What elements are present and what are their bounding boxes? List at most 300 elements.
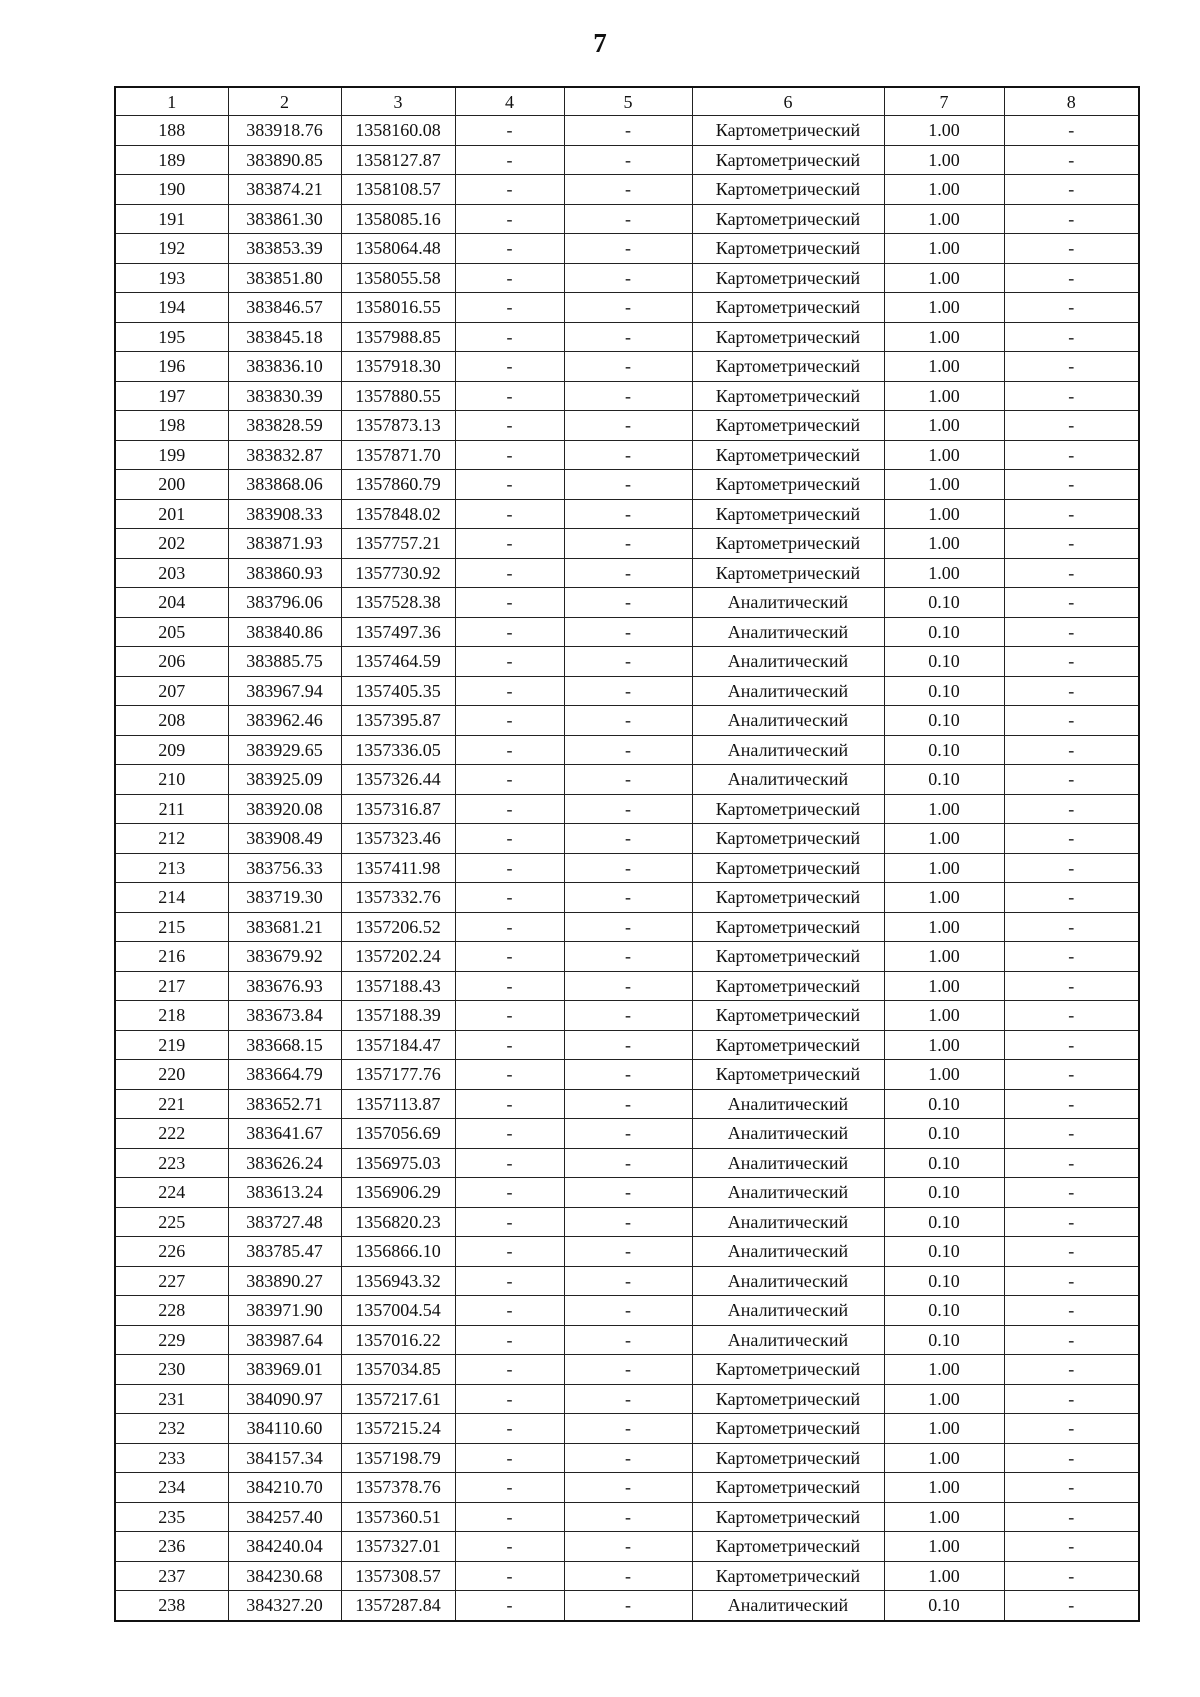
table-row: [115, 617, 1139, 647]
col5-cell: -: [564, 676, 692, 706]
col4-cell: -: [455, 1414, 564, 1444]
method-cell: Картометрический: [692, 204, 884, 234]
col8-cell: -: [1004, 883, 1139, 913]
method-cell: Картометрический: [692, 1001, 884, 1031]
method-cell: Аналитический: [692, 617, 884, 647]
x-coordinate-cell: 383836.10: [228, 352, 341, 382]
method-cell: Картометрический: [692, 1060, 884, 1090]
col4-cell: -: [455, 588, 564, 618]
accuracy-cell: 1.00: [884, 853, 1004, 883]
accuracy-cell: 0.10: [884, 1266, 1004, 1296]
col5-cell: -: [564, 529, 692, 559]
point-number-cell: 218: [115, 1001, 228, 1031]
col5-cell: -: [564, 912, 692, 942]
accuracy-cell: 1.00: [884, 145, 1004, 175]
method-cell: Картометрический: [692, 1355, 884, 1385]
accuracy-cell: 0.10: [884, 765, 1004, 795]
y-coordinate-cell: 1357378.76: [341, 1473, 455, 1503]
accuracy-cell: 1.00: [884, 440, 1004, 470]
col8-cell: -: [1004, 794, 1139, 824]
col8-cell: -: [1004, 647, 1139, 677]
method-cell: Картометрический: [692, 263, 884, 293]
method-cell: Аналитический: [692, 1178, 884, 1208]
accuracy-cell: 1.00: [884, 263, 1004, 293]
x-coordinate-cell: 383851.80: [228, 263, 341, 293]
x-coordinate-cell: 383673.84: [228, 1001, 341, 1031]
col5-cell: -: [564, 1119, 692, 1149]
point-number-cell: 229: [115, 1325, 228, 1355]
point-number-cell: 199: [115, 440, 228, 470]
col8-cell: -: [1004, 1355, 1139, 1385]
col4-cell: -: [455, 912, 564, 942]
col4-cell: -: [455, 765, 564, 795]
method-cell: Картометрический: [692, 824, 884, 854]
col8-cell: -: [1004, 765, 1139, 795]
x-coordinate-cell: 383868.06: [228, 470, 341, 500]
y-coordinate-cell: 1357034.85: [341, 1355, 455, 1385]
point-number-cell: 208: [115, 706, 228, 736]
col4-cell: -: [455, 1030, 564, 1060]
point-number-cell: 211: [115, 794, 228, 824]
col8-cell: -: [1004, 1384, 1139, 1414]
point-number-cell: 217: [115, 971, 228, 1001]
accuracy-cell: 1.00: [884, 1473, 1004, 1503]
table-row: [115, 1414, 1139, 1444]
col5-cell: -: [564, 1355, 692, 1385]
method-cell: Картометрический: [692, 1384, 884, 1414]
method-cell: Картометрический: [692, 1502, 884, 1532]
table-row: [115, 942, 1139, 972]
col8-cell: -: [1004, 1148, 1139, 1178]
point-number-cell: 196: [115, 352, 228, 382]
col4-cell: -: [455, 1325, 564, 1355]
method-cell: Картометрический: [692, 942, 884, 972]
table-row: [115, 499, 1139, 529]
col8-cell: -: [1004, 1443, 1139, 1473]
x-coordinate-cell: 383890.85: [228, 145, 341, 175]
y-coordinate-cell: 1357323.46: [341, 824, 455, 854]
col8-cell: -: [1004, 853, 1139, 883]
col5-cell: -: [564, 1473, 692, 1503]
x-coordinate-cell: 384090.97: [228, 1384, 341, 1414]
x-coordinate-cell: 383613.24: [228, 1178, 341, 1208]
accuracy-cell: 1.00: [884, 1532, 1004, 1562]
x-coordinate-cell: 383846.57: [228, 293, 341, 323]
point-number-cell: 234: [115, 1473, 228, 1503]
method-cell: Аналитический: [692, 1089, 884, 1119]
col8-cell: -: [1004, 912, 1139, 942]
x-coordinate-cell: 383641.67: [228, 1119, 341, 1149]
col8-cell: -: [1004, 706, 1139, 736]
col5-cell: -: [564, 1237, 692, 1267]
table-row: [115, 1355, 1139, 1385]
x-coordinate-cell: 383861.30: [228, 204, 341, 234]
x-coordinate-cell: 383853.39: [228, 234, 341, 264]
col8-cell: -: [1004, 529, 1139, 559]
col4-cell: -: [455, 1089, 564, 1119]
table-row: [115, 1443, 1139, 1473]
col4-cell: -: [455, 1561, 564, 1591]
col4-cell: -: [455, 440, 564, 470]
table-row: [115, 1178, 1139, 1208]
y-coordinate-cell: 1357188.39: [341, 1001, 455, 1031]
y-coordinate-cell: 1356820.23: [341, 1207, 455, 1237]
col5-cell: -: [564, 588, 692, 618]
col5-cell: -: [564, 1089, 692, 1119]
col5-cell: -: [564, 1443, 692, 1473]
x-coordinate-cell: 383626.24: [228, 1148, 341, 1178]
col4-cell: -: [455, 322, 564, 352]
point-number-cell: 195: [115, 322, 228, 352]
col5-cell: -: [564, 942, 692, 972]
col4-cell: -: [455, 1532, 564, 1562]
x-coordinate-cell: 383676.93: [228, 971, 341, 1001]
accuracy-cell: 0.10: [884, 1296, 1004, 1326]
col4-cell: -: [455, 234, 564, 264]
x-coordinate-cell: 384327.20: [228, 1591, 341, 1621]
table-row: [115, 883, 1139, 913]
accuracy-cell: 0.10: [884, 647, 1004, 677]
col8-cell: -: [1004, 1266, 1139, 1296]
col5-cell: -: [564, 1414, 692, 1444]
point-number-cell: 221: [115, 1089, 228, 1119]
accuracy-cell: 0.10: [884, 1591, 1004, 1621]
x-coordinate-cell: 383830.39: [228, 381, 341, 411]
table-row: [115, 706, 1139, 736]
x-coordinate-cell: 383925.09: [228, 765, 341, 795]
accuracy-cell: 1.00: [884, 1561, 1004, 1591]
y-coordinate-cell: 1357497.36: [341, 617, 455, 647]
accuracy-cell: 1.00: [884, 824, 1004, 854]
x-coordinate-cell: 384210.70: [228, 1473, 341, 1503]
col8-cell: -: [1004, 470, 1139, 500]
col8-cell: -: [1004, 175, 1139, 205]
col5-cell: -: [564, 322, 692, 352]
method-cell: Аналитический: [692, 676, 884, 706]
method-cell: Картометрический: [692, 971, 884, 1001]
col4-cell: -: [455, 204, 564, 234]
method-cell: Картометрический: [692, 1030, 884, 1060]
x-coordinate-cell: 383908.33: [228, 499, 341, 529]
accuracy-cell: 1.00: [884, 293, 1004, 323]
point-number-cell: 200: [115, 470, 228, 500]
method-cell: Картометрический: [692, 234, 884, 264]
y-coordinate-cell: 1356943.32: [341, 1266, 455, 1296]
col4-cell: -: [455, 411, 564, 441]
accuracy-cell: 1.00: [884, 1414, 1004, 1444]
col8-cell: -: [1004, 352, 1139, 382]
y-coordinate-cell: 1357004.54: [341, 1296, 455, 1326]
x-coordinate-cell: 383668.15: [228, 1030, 341, 1060]
col8-cell: -: [1004, 824, 1139, 854]
y-coordinate-cell: 1357860.79: [341, 470, 455, 500]
y-coordinate-cell: 1357848.02: [341, 499, 455, 529]
table-row: [115, 765, 1139, 795]
col8-cell: -: [1004, 617, 1139, 647]
col8-cell: -: [1004, 116, 1139, 146]
col4-cell: -: [455, 116, 564, 146]
col8-cell: -: [1004, 971, 1139, 1001]
col5-cell: -: [564, 1001, 692, 1031]
col8-cell: -: [1004, 1001, 1139, 1031]
accuracy-cell: 1.00: [884, 322, 1004, 352]
y-coordinate-cell: 1357177.76: [341, 1060, 455, 1090]
table-row: [115, 204, 1139, 234]
col8-cell: -: [1004, 588, 1139, 618]
method-cell: Аналитический: [692, 1296, 884, 1326]
y-coordinate-cell: 1357198.79: [341, 1443, 455, 1473]
accuracy-cell: 0.10: [884, 1207, 1004, 1237]
col8-cell: -: [1004, 1089, 1139, 1119]
point-number-cell: 188: [115, 116, 228, 146]
y-coordinate-cell: 1356975.03: [341, 1148, 455, 1178]
col5-cell: -: [564, 1030, 692, 1060]
accuracy-cell: 0.10: [884, 1178, 1004, 1208]
point-number-cell: 206: [115, 647, 228, 677]
y-coordinate-cell: 1357188.43: [341, 971, 455, 1001]
table-row: [115, 352, 1139, 382]
x-coordinate-cell: 383679.92: [228, 942, 341, 972]
x-coordinate-cell: 384110.60: [228, 1414, 341, 1444]
table-row: [115, 234, 1139, 264]
col4-cell: -: [455, 853, 564, 883]
method-cell: Аналитический: [692, 1266, 884, 1296]
col4-cell: -: [455, 735, 564, 765]
column-header: 8: [1004, 87, 1139, 116]
x-coordinate-cell: 383885.75: [228, 647, 341, 677]
x-coordinate-cell: 383962.46: [228, 706, 341, 736]
point-number-cell: 236: [115, 1532, 228, 1562]
point-number-cell: 226: [115, 1237, 228, 1267]
col8-cell: -: [1004, 1591, 1139, 1621]
accuracy-cell: 1.00: [884, 942, 1004, 972]
column-header: 2: [228, 87, 341, 116]
point-number-cell: 191: [115, 204, 228, 234]
table-row: [115, 1207, 1139, 1237]
point-number-cell: 198: [115, 411, 228, 441]
table-row: [115, 116, 1139, 146]
col5-cell: -: [564, 971, 692, 1001]
method-cell: Аналитический: [692, 647, 884, 677]
y-coordinate-cell: 1357332.76: [341, 883, 455, 913]
method-cell: Аналитический: [692, 1207, 884, 1237]
col5-cell: -: [564, 824, 692, 854]
y-coordinate-cell: 1357405.35: [341, 676, 455, 706]
col8-cell: -: [1004, 322, 1139, 352]
table-row: [115, 1325, 1139, 1355]
col5-cell: -: [564, 116, 692, 146]
point-number-cell: 204: [115, 588, 228, 618]
y-coordinate-cell: 1358160.08: [341, 116, 455, 146]
point-number-cell: 215: [115, 912, 228, 942]
table-row: [115, 1561, 1139, 1591]
col5-cell: -: [564, 647, 692, 677]
point-number-cell: 219: [115, 1030, 228, 1060]
col5-cell: -: [564, 263, 692, 293]
col5-cell: -: [564, 617, 692, 647]
accuracy-cell: 1.00: [884, 204, 1004, 234]
table-row: [115, 1237, 1139, 1267]
point-number-cell: 197: [115, 381, 228, 411]
col5-cell: -: [564, 293, 692, 323]
col4-cell: -: [455, 942, 564, 972]
y-coordinate-cell: 1357528.38: [341, 588, 455, 618]
table-row: [115, 263, 1139, 293]
table-row: [115, 735, 1139, 765]
table-row: [115, 647, 1139, 677]
method-cell: Картометрический: [692, 499, 884, 529]
x-coordinate-cell: 383664.79: [228, 1060, 341, 1090]
table-row: [115, 912, 1139, 942]
accuracy-cell: 0.10: [884, 588, 1004, 618]
col4-cell: -: [455, 971, 564, 1001]
col5-cell: -: [564, 1325, 692, 1355]
col4-cell: -: [455, 529, 564, 559]
accuracy-cell: 1.00: [884, 1030, 1004, 1060]
accuracy-cell: 1.00: [884, 794, 1004, 824]
x-coordinate-cell: 383918.76: [228, 116, 341, 146]
point-number-cell: 212: [115, 824, 228, 854]
x-coordinate-cell: 383860.93: [228, 558, 341, 588]
y-coordinate-cell: 1357395.87: [341, 706, 455, 736]
point-number-cell: 225: [115, 1207, 228, 1237]
col4-cell: -: [455, 1178, 564, 1208]
y-coordinate-cell: 1357360.51: [341, 1502, 455, 1532]
col8-cell: -: [1004, 234, 1139, 264]
col5-cell: -: [564, 1207, 692, 1237]
col5-cell: -: [564, 558, 692, 588]
method-cell: Аналитический: [692, 706, 884, 736]
accuracy-cell: 0.10: [884, 1089, 1004, 1119]
col5-cell: -: [564, 352, 692, 382]
method-cell: Картометрический: [692, 853, 884, 883]
col4-cell: -: [455, 1266, 564, 1296]
x-coordinate-cell: 383681.21: [228, 912, 341, 942]
col8-cell: -: [1004, 440, 1139, 470]
col5-cell: -: [564, 1178, 692, 1208]
column-header: 4: [455, 87, 564, 116]
y-coordinate-cell: 1357184.47: [341, 1030, 455, 1060]
y-coordinate-cell: 1357308.57: [341, 1561, 455, 1591]
col8-cell: -: [1004, 293, 1139, 323]
table-row: [115, 853, 1139, 883]
col5-cell: -: [564, 470, 692, 500]
y-coordinate-cell: 1358016.55: [341, 293, 455, 323]
y-coordinate-cell: 1357918.30: [341, 352, 455, 382]
col4-cell: -: [455, 1443, 564, 1473]
point-number-cell: 201: [115, 499, 228, 529]
y-coordinate-cell: 1357217.61: [341, 1384, 455, 1414]
col4-cell: -: [455, 1119, 564, 1149]
accuracy-cell: 0.10: [884, 1325, 1004, 1355]
table-row: [115, 322, 1139, 352]
y-coordinate-cell: 1357206.52: [341, 912, 455, 942]
col4-cell: -: [455, 293, 564, 323]
point-number-cell: 210: [115, 765, 228, 795]
col8-cell: -: [1004, 1502, 1139, 1532]
x-coordinate-cell: 383828.59: [228, 411, 341, 441]
column-header: 7: [884, 87, 1004, 116]
x-coordinate-cell: 383908.49: [228, 824, 341, 854]
point-number-cell: 209: [115, 735, 228, 765]
accuracy-cell: 1.00: [884, 912, 1004, 942]
col4-cell: -: [455, 1473, 564, 1503]
point-number-cell: 222: [115, 1119, 228, 1149]
col8-cell: -: [1004, 1207, 1139, 1237]
page-number: 7: [593, 28, 607, 58]
accuracy-cell: 0.10: [884, 735, 1004, 765]
column-header: 5: [564, 87, 692, 116]
col4-cell: -: [455, 706, 564, 736]
y-coordinate-cell: 1358127.87: [341, 145, 455, 175]
col4-cell: -: [455, 1060, 564, 1090]
accuracy-cell: 1.00: [884, 1384, 1004, 1414]
point-number-cell: 227: [115, 1266, 228, 1296]
col8-cell: -: [1004, 942, 1139, 972]
table-row: [115, 293, 1139, 323]
accuracy-cell: 0.10: [884, 1148, 1004, 1178]
x-coordinate-cell: 383920.08: [228, 794, 341, 824]
accuracy-cell: 1.00: [884, 234, 1004, 264]
col8-cell: -: [1004, 1030, 1139, 1060]
col5-cell: -: [564, 735, 692, 765]
method-cell: Картометрический: [692, 529, 884, 559]
method-cell: Картометрический: [692, 352, 884, 382]
col5-cell: -: [564, 794, 692, 824]
y-coordinate-cell: 1357988.85: [341, 322, 455, 352]
point-number-cell: 233: [115, 1443, 228, 1473]
method-cell: Аналитический: [692, 1591, 884, 1621]
y-coordinate-cell: 1358108.57: [341, 175, 455, 205]
table-row: [115, 529, 1139, 559]
method-cell: Картометрический: [692, 411, 884, 441]
point-number-cell: 194: [115, 293, 228, 323]
col5-cell: -: [564, 204, 692, 234]
col8-cell: -: [1004, 735, 1139, 765]
col5-cell: -: [564, 1148, 692, 1178]
x-coordinate-cell: 383727.48: [228, 1207, 341, 1237]
y-coordinate-cell: 1357464.59: [341, 647, 455, 677]
col8-cell: -: [1004, 263, 1139, 293]
column-header: 6: [692, 87, 884, 116]
table-row: [115, 971, 1139, 1001]
point-number-cell: 207: [115, 676, 228, 706]
accuracy-cell: 0.10: [884, 617, 1004, 647]
method-cell: Картометрический: [692, 381, 884, 411]
table-row: [115, 1296, 1139, 1326]
accuracy-cell: 1.00: [884, 1060, 1004, 1090]
col8-cell: -: [1004, 1473, 1139, 1503]
table-row: [115, 145, 1139, 175]
x-coordinate-cell: 383840.86: [228, 617, 341, 647]
table-row: [115, 1532, 1139, 1562]
col8-cell: -: [1004, 499, 1139, 529]
method-cell: Картометрический: [692, 1561, 884, 1591]
col8-cell: -: [1004, 1325, 1139, 1355]
point-number-cell: 228: [115, 1296, 228, 1326]
y-coordinate-cell: 1358064.48: [341, 234, 455, 264]
table-row: [115, 588, 1139, 618]
accuracy-cell: 1.00: [884, 1001, 1004, 1031]
method-cell: Картометрический: [692, 883, 884, 913]
y-coordinate-cell: 1357871.70: [341, 440, 455, 470]
x-coordinate-cell: 383796.06: [228, 588, 341, 618]
point-number-cell: 220: [115, 1060, 228, 1090]
col4-cell: -: [455, 883, 564, 913]
coordinates-table: [114, 86, 1140, 1622]
accuracy-cell: 1.00: [884, 971, 1004, 1001]
accuracy-cell: 0.10: [884, 1119, 1004, 1149]
